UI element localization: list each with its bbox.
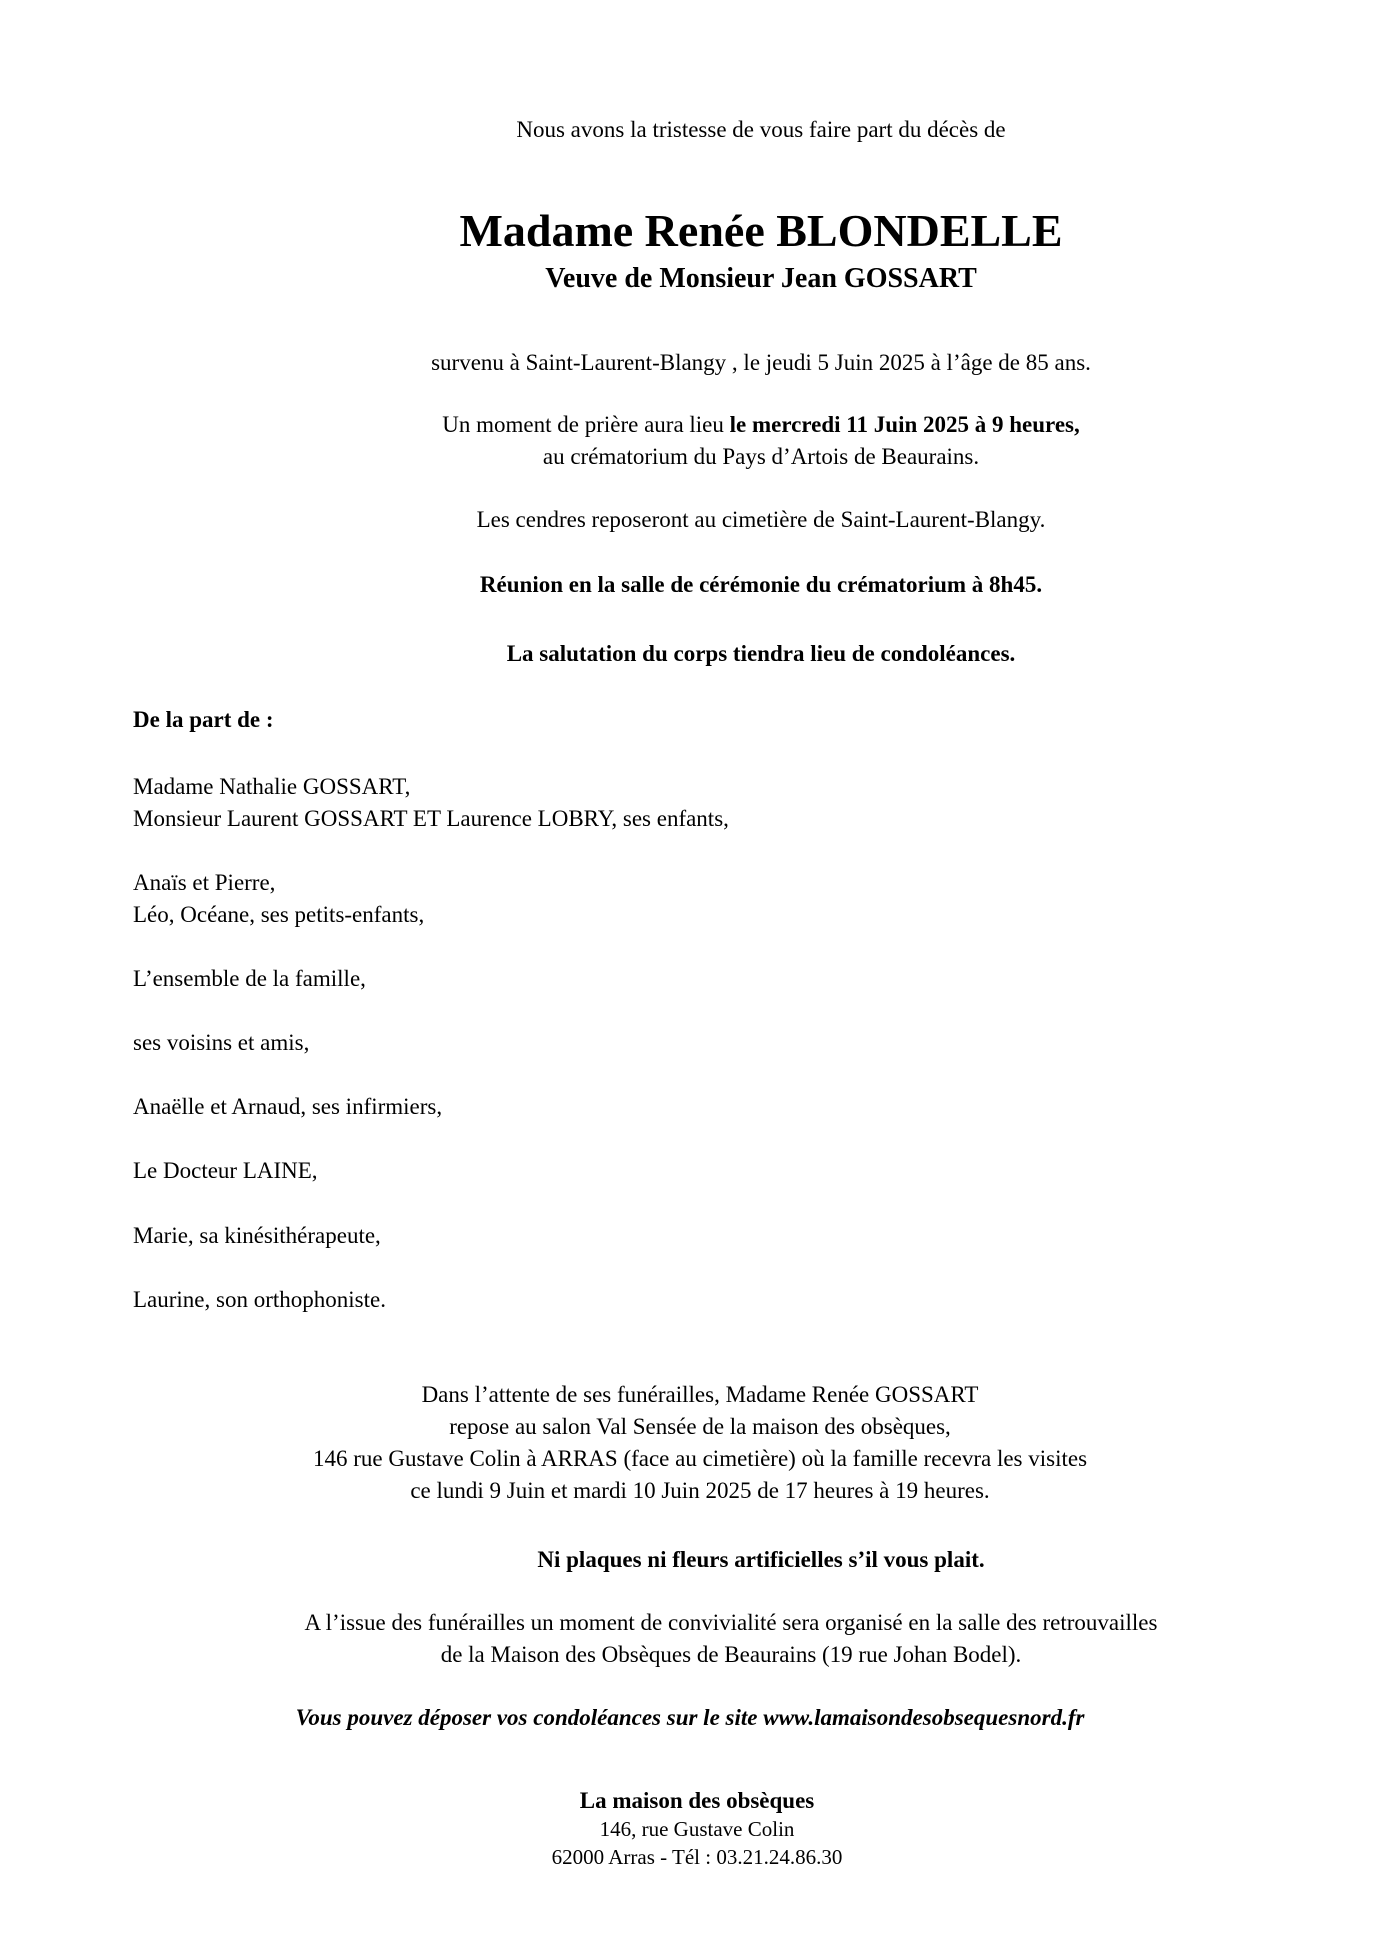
intro-text: Nous avons la tristesse de vous faire part du décès de	[516, 117, 1006, 142]
family-line: Le Docteur LAINE,	[133, 1158, 318, 1183]
family-heading: De la part de :	[133, 707, 274, 732]
widow-of: Veuve de Monsieur Jean GOSSART	[545, 263, 977, 294]
prayer-line	[442, 411, 1080, 439]
footer-company-name: La maison des obsèques	[579, 1788, 815, 1813]
no-flowers-text: Ni plaques ni fleurs artificielles s’il vous plait.	[537, 1547, 985, 1572]
family-line: Anaëlle et Arnaud, ses infirmiers,	[133, 1094, 443, 1119]
family-line: Monsieur Laurent GOSSART ET Laurence LOBRY, ses enfants,	[133, 806, 729, 831]
prayer-date: le mercredi 11 Juin 2025 à 9 heures,	[729, 412, 1080, 437]
visitation-line: repose au salon Val Sensée de la maison des obsèques,	[449, 1414, 951, 1439]
family-line: ses voisins et amis,	[133, 1030, 310, 1055]
visitation-line: ce lundi 9 Juin et mardi 10 Juin 2025 de 17 heures à 19 heures.	[410, 1478, 990, 1503]
gathering-line: de la Maison des Obsèques de Beaurains (19 rue Johan Bodel).	[440, 1642, 1022, 1667]
prayer-place: au crématorium du Pays d’Artois de Beaurains.	[542, 444, 980, 469]
family-line: L’ensemble de la famille,	[133, 966, 366, 991]
death-details: survenu à Saint-Laurent-Blangy , le jeudi 5 Juin 2025 à l’âge de 85 ans.	[431, 350, 1091, 375]
deceased-name: Madame Renée BLONDELLE	[459, 205, 1063, 256]
family-line: Anaïs et Pierre,	[133, 870, 276, 895]
footer-address: 146, rue Gustave Colin	[599, 1817, 795, 1841]
visitation-line: 146 rue Gustave Colin à ARRAS (face au cimetière) où la famille recevra les visites	[312, 1446, 1088, 1471]
ashes-text: Les cendres reposeront au cimetière de Saint-Laurent-Blangy.	[476, 507, 1046, 532]
meeting-text: Réunion en la salle de cérémonie du crématorium à 8h45.	[479, 572, 1043, 597]
family-line: Marie, sa kinésithérapeute,	[133, 1223, 381, 1248]
gathering-line: A l’issue des funérailles un moment de convivialité sera organisé en la salle des retrouvailles	[304, 1610, 1158, 1635]
prayer-prefix: Un moment de prière aura lieu	[442, 412, 730, 437]
visitation-line: Dans l’attente de ses funérailles, Madame Renée GOSSART	[421, 1382, 979, 1407]
family-line: Léo, Océane, ses petits-enfants,	[133, 902, 425, 927]
footer-city-phone: 62000 Arras - Tél : 03.21.24.86.30	[551, 1845, 843, 1869]
family-line: Madame Nathalie GOSSART,	[133, 774, 411, 799]
condolences-link[interactable]: Vous pouvez déposer vos condoléances sur le site www.lamaisondesobsequesnord.fr	[295, 1705, 1085, 1730]
salutation-text: La salutation du corps tiendra lieu de condoléances.	[506, 641, 1016, 666]
family-line: Laurine, son orthophoniste.	[133, 1287, 386, 1312]
